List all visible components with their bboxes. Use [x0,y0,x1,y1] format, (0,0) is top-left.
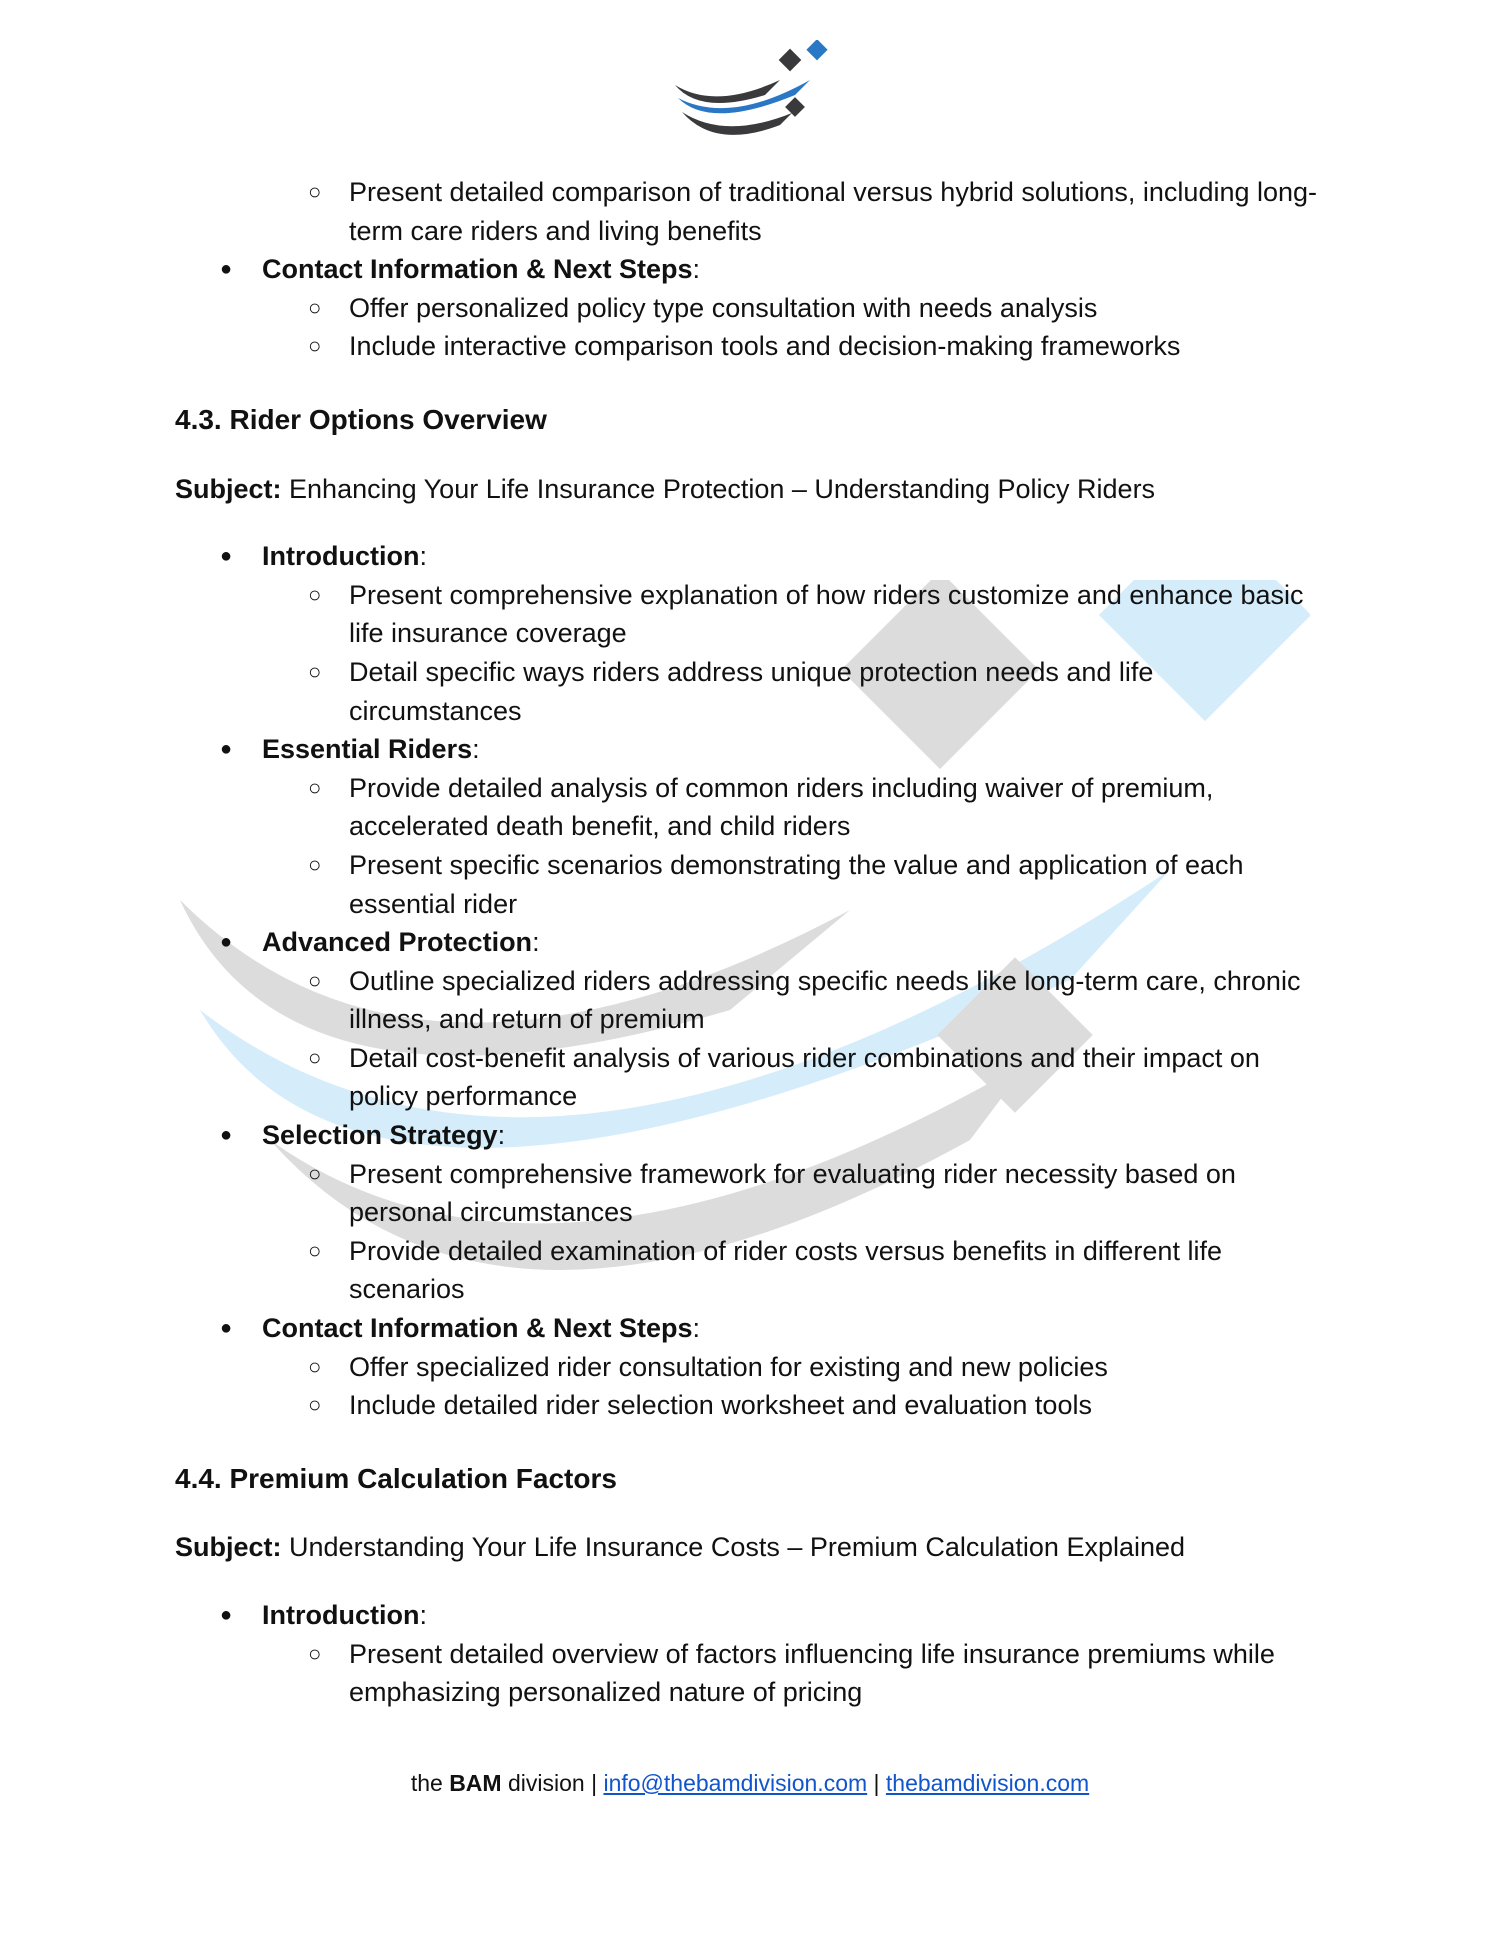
website-link[interactable]: thebamdivision.com [885,1770,1090,1796]
list-item: ○ Outline specialized riders addressing specific needs like long-term care, chronic illness, and return of premium [0,962,1500,1039]
section-44-list [0,1596,1500,1712]
list-item: ○ Present specific scenarios demonstrating the value and application of each essential rider [0,846,1500,923]
list-item: ○ Offer specialized rider consultation for existing and new policies [0,1348,1500,1387]
list-item: ○ Present comprehensive framework for evaluating rider necessity based on personal circumstances [0,1155,1500,1232]
list-item-group: ● Contact Information & Next Steps: [0,1309,1500,1348]
footer: the BAM division | info@thebamdivision.com | thebamdivision.com [410,1770,1090,1796]
list-item-group: ● Selection Strategy: [0,1116,1500,1155]
list-item-group: ● Essential Riders: [0,730,1500,769]
list-item: ○ Detail specific ways riders address unique protection needs and life circumstances [0,653,1500,730]
subject-line: Subject: Enhancing Your Life Insurance Protection – Understanding Policy Riders [175,473,1156,504]
section-43-list [0,537,1500,1425]
list-item: ○ Detail cost-benefit analysis of various rider combinations and their impact on policy performance [0,1039,1500,1116]
section-heading: 4.3. Rider Options Overview [175,403,547,435]
list-item-group: ● Advanced Protection: [0,923,1500,962]
document-body [0,173,1500,1712]
email-link[interactable]: info@thebamdivision.com [603,1770,868,1796]
list-item: ○ Offer personalized policy type consultation with needs analysis [0,289,1500,328]
list-item: ○ Include detailed rider selection worksheet and evaluation tools [0,1386,1500,1425]
list-item: ○ Provide detailed examination of rider costs versus benefits in different life scenarios [0,1232,1500,1309]
section-heading: 4.4. Premium Calculation Factors [175,1462,617,1494]
list-item-group: ● Introduction: [0,537,1500,576]
list-item: ○ Provide detailed analysis of common riders including waiver of premium, accelerated death benefit, and child riders [0,769,1500,846]
list-item-group: ● Introduction: [0,1596,1500,1635]
list-item: ○ Present detailed overview of factors influencing life insurance premiums while emphasizing personalized nature of pricing [0,1635,1500,1712]
list-item: ○ Include interactive comparison tools and decision-making frameworks [0,327,1500,366]
list-item: ○ Present comprehensive explanation of how riders customize and enhance basic life insurance coverage [0,576,1500,653]
list-item: ○ Present detailed comparison of traditional versus hybrid solutions, including long-term care riders and living benefits [0,173,1500,250]
subject-line: Subject: Understanding Your Life Insurance Costs – Premium Calculation Explained [175,1532,1186,1563]
bam-logo [670,40,840,145]
list-item-contact: ● Contact Information & Next Steps: [0,250,1500,289]
